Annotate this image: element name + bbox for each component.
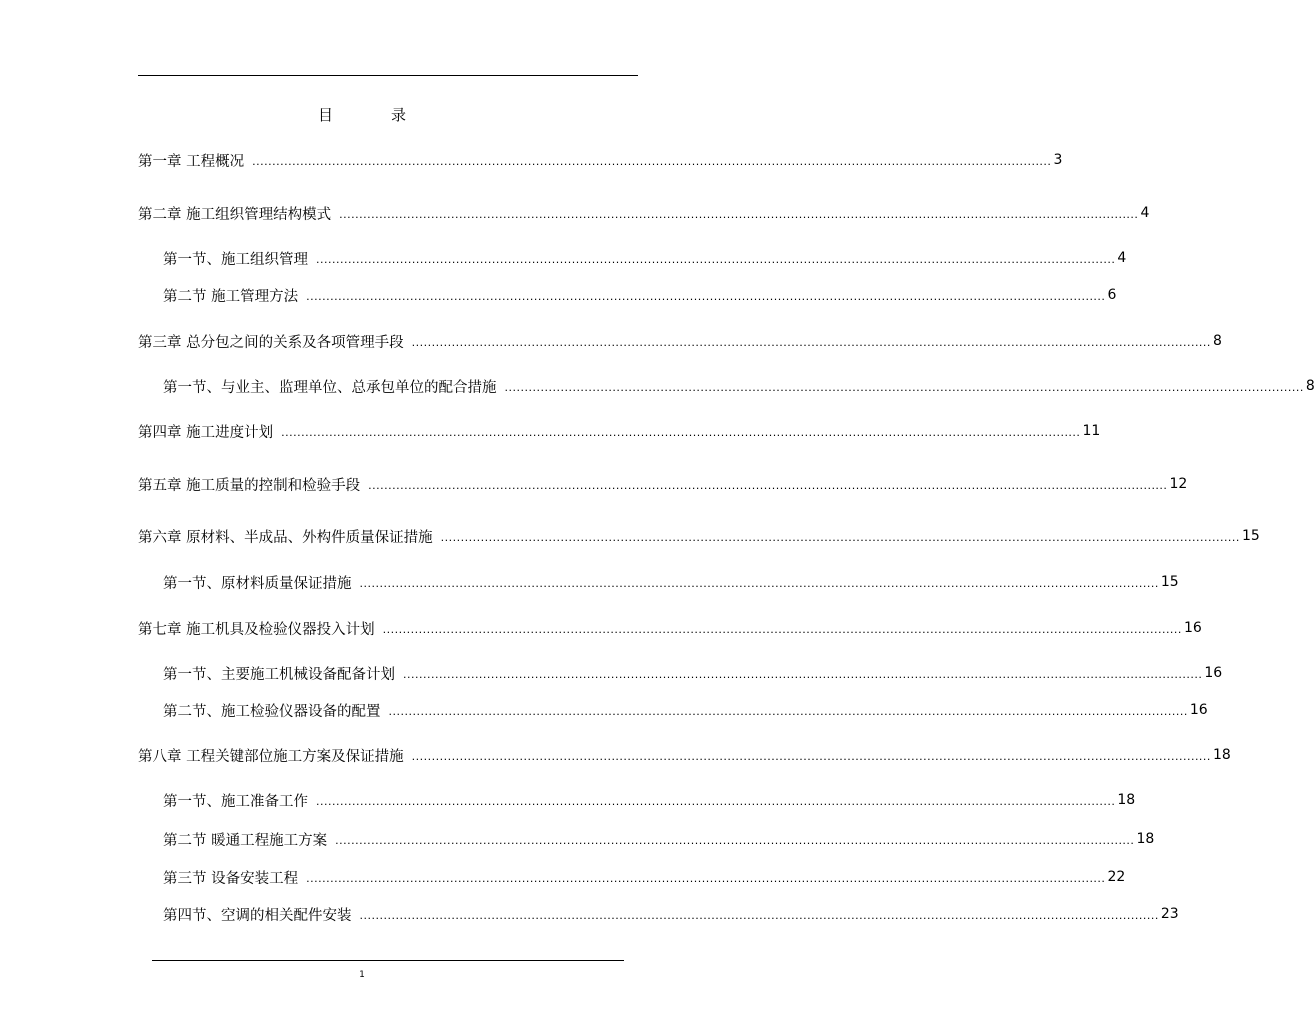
toc-entry-label: 第三章 总分包之间的关系及各项管理手段 [138,334,404,351]
toc-entry[interactable] [163,700,1208,720]
toc-entry-page: 6 [1107,287,1117,303]
toc-entry-label: 第二节 施工管理方法 [163,288,299,305]
toc-title-left: 目 [317,106,333,124]
toc-entry-page: 4 [1117,250,1127,266]
toc-dot-leader: ........................................................................................................................................................................................................ [359,577,1159,590]
toc-dot-leader: ........................................................................................................................................................................................................ [411,750,1211,763]
toc-entry-label: 第五章 施工质量的控制和检验手段 [138,477,361,494]
toc-dot-leader: ........................................................................................................................................................................................................ [281,426,1081,439]
toc-dot-leader: ........................................................................................................................................................................................................ [382,623,1182,636]
toc-entry-label: 第一节、施工组织管理 [163,251,308,268]
toc-entry-label: 第一节、施工准备工作 [163,793,308,810]
toc-dot-leader: ........................................................................................................................................................................................................ [316,253,1116,266]
toc-entry[interactable] [163,904,1179,924]
toc-entry-label: 第一节、主要施工机械设备配备计划 [163,666,395,683]
toc-entry-label: 第四节、空调的相关配件安装 [163,907,352,924]
toc-entry-label: 第二章 施工组织管理结构模式 [138,206,332,223]
toc-dot-leader: ........................................................................................................................................................................................................ [306,872,1106,885]
toc-entry[interactable] [163,248,1127,268]
toc-entry-label: 第四章 施工进度计划 [138,424,274,441]
toc-entry-page: 18 [1136,831,1155,847]
toc-entry-page: 8 [1212,333,1222,349]
toc-dot-leader: ........................................................................................................................................................................................................ [306,290,1106,303]
toc-entry-page: 12 [1169,476,1188,492]
header-rule [138,75,638,76]
toc-entry[interactable] [163,663,1223,683]
toc-entry-page: 18 [1212,747,1231,763]
toc-entry-label: 第一节、原材料质量保证措施 [163,575,352,592]
toc-dot-leader: ........................................................................................................................................................................................................ [339,208,1139,221]
toc-entry-page: 3 [1053,152,1063,168]
toc-dot-leader: ........................................................................................................................................................................................................ [316,795,1116,808]
toc-title-right: 录 [391,106,407,124]
toc-entry[interactable] [138,203,1150,223]
toc-entry-page: 16 [1189,702,1208,718]
toc-entry-label: 第一章 工程概况 [138,153,245,170]
toc-dot-leader: ........................................................................................................................................................................................................ [335,834,1135,847]
toc-entry-label: 第七章 施工机具及检验仪器投入计划 [138,621,375,638]
toc-entry[interactable] [163,867,1126,887]
toc-entry-page: 23 [1160,906,1179,922]
toc-entry-page: 8 [1305,378,1315,394]
toc-entry[interactable] [138,526,1260,546]
toc-entry-page: 15 [1241,528,1260,544]
toc-entry-label: 第二节 暖通工程施工方案 [163,832,328,849]
toc-entry[interactable] [163,829,1155,849]
toc-entry[interactable] [138,421,1101,441]
toc-entry-page: 11 [1082,423,1101,439]
toc-entry-label: 第三节 设备安装工程 [163,870,299,887]
toc-entry[interactable] [138,331,1222,351]
footer-rule [152,960,624,961]
toc-dot-leader: ........................................................................................................................................................................................................ [440,531,1240,544]
toc-entry-label: 第六章 原材料、半成品、外构件质量保证措施 [138,529,433,546]
toc-entry[interactable] [163,790,1136,810]
toc-entry[interactable] [138,618,1202,638]
toc-entry[interactable] [163,572,1179,592]
toc-entry-page: 16 [1204,665,1223,681]
toc-entry-page: 18 [1117,792,1136,808]
toc-entry[interactable] [138,745,1231,765]
toc-entry-label: 第一节、与业主、监理单位、总承包单位的配合措施 [163,379,497,396]
toc-entry[interactable] [163,285,1117,305]
toc-entry[interactable] [163,376,1315,396]
toc-dot-leader: ........................................................................................................................................................................................................ [403,668,1203,681]
toc-dot-leader: ........................................................................................................................................................................................................ [252,155,1052,168]
toc-entry[interactable] [138,150,1063,170]
toc-entry-label: 第二节、施工检验仪器设备的配置 [163,703,381,720]
toc-dot-leader: ........................................................................................................................................................................................................ [411,336,1211,349]
toc-title [0,104,724,125]
toc-dot-leader: ........................................................................................................................................................................................................ [388,705,1188,718]
toc-dot-leader: ........................................................................................................................................................................................................ [368,479,1168,492]
toc-entry-page: 22 [1107,869,1126,885]
footer-page-number: 1 [359,970,365,980]
toc-dot-leader: ........................................................................................................................................................................................................ [359,909,1159,922]
toc-entry[interactable] [138,474,1188,494]
toc-entry-page: 4 [1140,205,1150,221]
toc-entry-page: 15 [1160,574,1179,590]
toc-entry-label: 第八章 工程关键部位施工方案及保证措施 [138,748,404,765]
toc-dot-leader: ........................................................................................................................................................................................................ [504,381,1304,394]
toc-entry-page: 16 [1183,620,1202,636]
